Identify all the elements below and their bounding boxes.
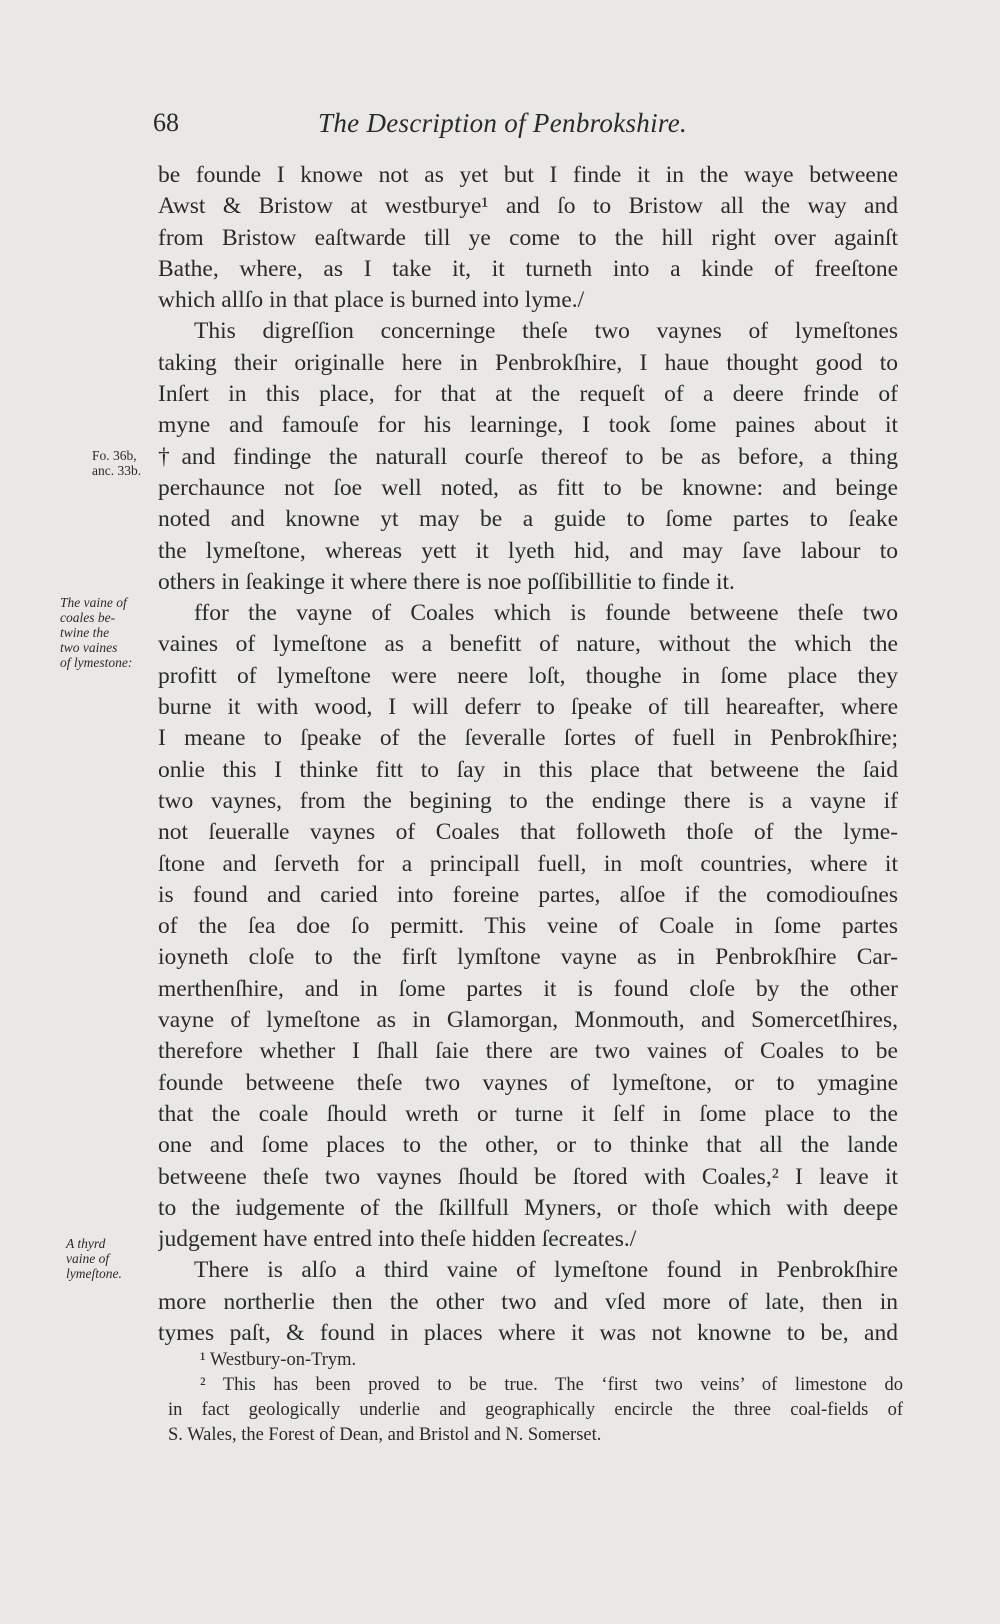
page-header bbox=[153, 108, 899, 148]
margin-note-line: vaine of bbox=[66, 1251, 110, 1266]
margin-folio-reference bbox=[92, 448, 141, 478]
text-line: †and findinge the naturall courſe thereof to be as before, a thing bbox=[158, 443, 898, 470]
text-line: noted and knowne yt may be a guide to ſome partes to ſeake bbox=[158, 506, 898, 533]
text-line: be founde I knowe not as yet but I finde it in the waye betweene bbox=[158, 162, 898, 188]
text-line: Bathe, where, as I take it, it turneth into a kinde of freeſtone bbox=[158, 255, 898, 282]
text-line: therefore whether I ſhall ſaie there are two vaines of Coales to be bbox=[158, 1038, 898, 1065]
text-line: betweene theſe two vaynes ſhould be ſtored with Coales,² I leave it bbox=[158, 1163, 898, 1190]
margin-note-line: two vaines bbox=[60, 640, 118, 655]
margin-note-line: lymeſtone. bbox=[66, 1266, 122, 1281]
margin-note-coales bbox=[60, 595, 160, 670]
text-line: Inſert in this place, for that at the requeſt of a deere frinde of bbox=[158, 381, 898, 408]
text-line: taking their originalle here in Penbrokſhire, I haue thought good to bbox=[158, 349, 898, 376]
text-line: ioyneth cloſe to the firſt lymſtone vayne as in Penbrokſhire Car- bbox=[158, 944, 898, 971]
margin-note-line: coales be- bbox=[60, 610, 116, 625]
margin-note-third-vaine bbox=[66, 1236, 166, 1281]
margin-note-line: of lymestone: bbox=[60, 655, 133, 670]
text-line: perchaunce not ſoe well noted, as fitt to be knowne: and beinge bbox=[158, 474, 898, 501]
margin-note-line: twine the bbox=[60, 625, 110, 640]
text-line: to the iudgemente of the ſkillfull Myners, or thoſe which with deepe bbox=[158, 1194, 898, 1221]
text-line: others in ſeakinge it where there is noe poſſibillitie to finde it. bbox=[158, 568, 735, 595]
text-line: judgement have entred into theſe hidden ſecreates./ bbox=[158, 1226, 637, 1253]
text-line: not ſeueralle vaynes of Coales that followeth thoſe of the lyme- bbox=[158, 819, 898, 846]
footnote-1: ¹ Westbury-on-Trym. bbox=[200, 1350, 357, 1370]
text-line: tymes paſt, & found in places where it was not knowne to be, and bbox=[158, 1319, 898, 1346]
text-line: myne and famouſe for his learninge, I took ſome paines about it bbox=[158, 412, 898, 439]
margin-note-line: A thyrd bbox=[66, 1236, 106, 1251]
margin-note-line: The vaine of bbox=[60, 595, 127, 610]
text-line: ffor the vayne of Coales which is founde betweene theſe two bbox=[194, 600, 898, 627]
folio-line: anc. 33b. bbox=[92, 463, 142, 478]
text-line: vaines of lymeſtone as a benefitt of nature, without the which the bbox=[158, 631, 898, 658]
text-line: onlie this I thinke fitt to ſay in this place that betweene the ſaid bbox=[158, 756, 898, 783]
page-number: 68 bbox=[153, 108, 179, 137]
text-line: burne it with wood, I will deferr to ſpeake of till heareafter, where bbox=[158, 694, 898, 721]
text-line: This digreſſion concerninge theſe two vaynes of lymeſtones bbox=[194, 318, 898, 345]
text-line: the lymeſtone, whereas yett it lyeth hid, and may ſave labour to bbox=[158, 537, 898, 564]
text-line: There is alſo a third vaine of lymeſtone found in Penbrokſhire bbox=[194, 1257, 898, 1284]
text-line: which allſo in that place is burned into lyme./ bbox=[158, 287, 585, 314]
footnote-2-line: in fact geologically underlie and geographically encircle the three coal-fields of bbox=[168, 1400, 903, 1420]
text-line: ſtone and ſerveth for a principall fuell, in moſt countries, where it bbox=[158, 850, 898, 877]
text-line: profitt of lymeſtone were neere loſt, thoughe in ſome place they bbox=[158, 662, 898, 689]
folio-line: Fo. 36b, bbox=[92, 448, 137, 463]
text-line: from Bristow eaſtwarde till ye come to the hill right over againſt bbox=[158, 224, 898, 251]
text-line: that the coale ſhould wreth or turne it ſelf in ſome place to the bbox=[158, 1100, 898, 1127]
body-text bbox=[158, 160, 898, 1349]
text-line: merthenſhire, and in ſome partes it is found cloſe by the other bbox=[158, 975, 898, 1002]
text-line: is found and caried into foreine partes, alſoe if the comodiouſnes bbox=[158, 881, 898, 908]
text-line: two vaynes, from the begining to the endinge there is a vayne if bbox=[158, 787, 898, 814]
running-title: The Description of Penbrokshire. bbox=[318, 108, 688, 138]
footnotes bbox=[168, 1348, 903, 1448]
text-line: one and ſome places to the other, or to thinke that all the lande bbox=[158, 1132, 898, 1159]
text-line: Awst & Bristow at westburye¹ and ſo to Bristow all the way and bbox=[158, 193, 898, 220]
text-line: of the ſea doe ſo permitt. This veine of Coale in ſome partes bbox=[158, 913, 898, 940]
text-line: founde betweene theſe two vaynes of lymeſtone, or to ymagine bbox=[158, 1069, 898, 1096]
footnote-2-line: ² This has been proved to be true. The ‘first two veins’ of limestone do bbox=[200, 1375, 903, 1395]
text-line: vayne of lymeſtone as in Glamorgan, Monmouth, and Somercetſhires, bbox=[158, 1007, 898, 1034]
text-line: more northerlie then the other two and vſed more of late, then in bbox=[158, 1288, 898, 1315]
text-line: I meane to ſpeake of the ſeveralle ſortes of fuell in Penbrokſhire; bbox=[158, 725, 898, 752]
footnote-2-line: S. Wales, the Forest of Dean, and Bristol and N. Somerset. bbox=[168, 1425, 602, 1445]
